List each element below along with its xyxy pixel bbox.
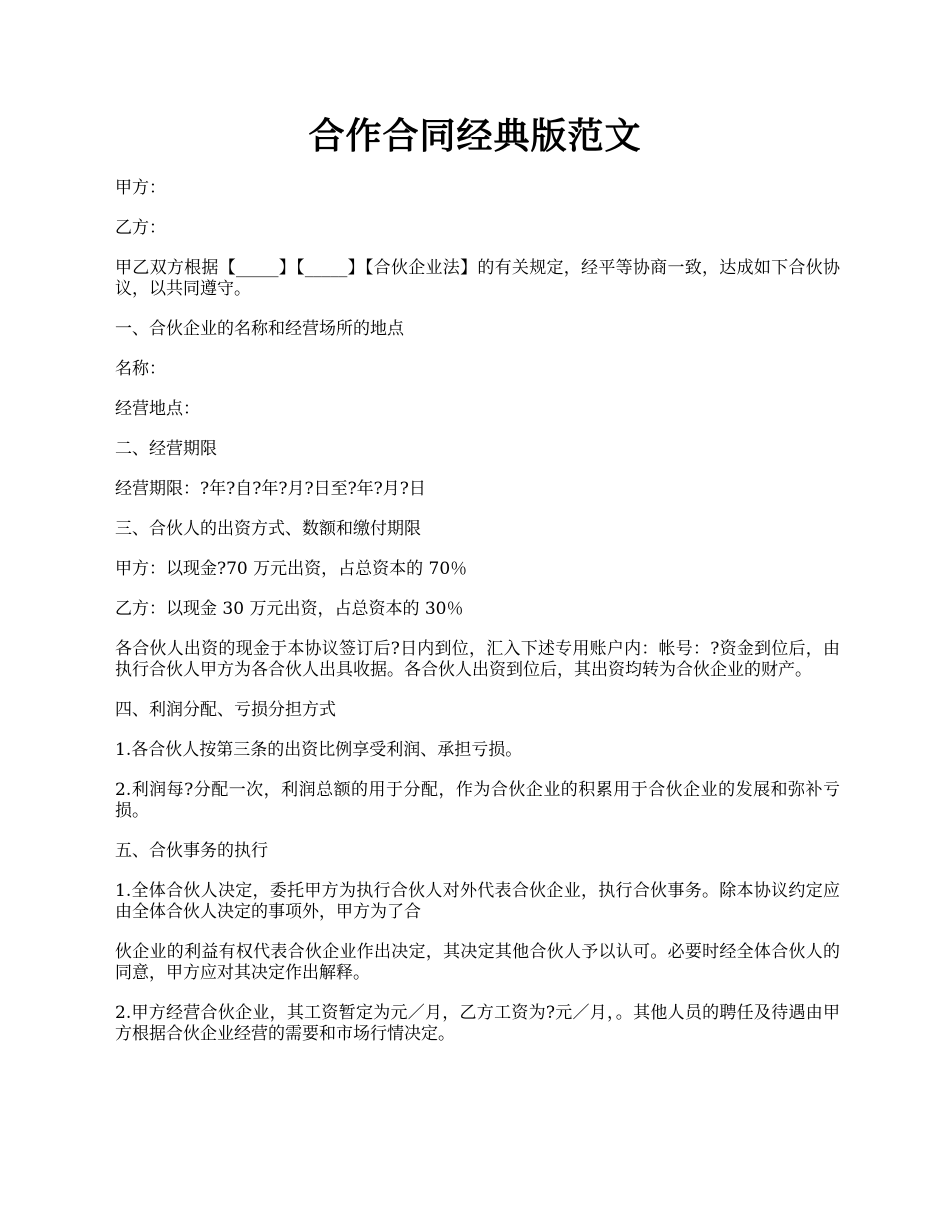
profit-clause-1: 1.各合伙人按第三条的出资比例享受利润、承担亏损。 [115, 740, 523, 760]
party-a-line: 甲方： [115, 178, 166, 198]
preamble-paragraph: 甲乙双方根据【_____】【_____】【合伙企业法】的有关规定，经平等协商一致，达成如下合伙协议，以共同遵守。 [115, 258, 840, 299]
execution-clause-1: 1.全体合伙人决定，委托甲方为执行合伙人对外代表合伙企业，执行合伙事务。除本协议约定应由全体合伙人决定的事项外，甲方为了合 [115, 881, 840, 922]
execution-clause-1-continued: 伙企业的利益有权代表合伙企业作出决定，其决定其他合伙人予以认可。必要时经全体合伙人的同意，甲方应对其决定作出解释。 [115, 942, 840, 983]
section-heading-3: 三、合伙人的出资方式、数额和缴付期限 [115, 519, 421, 539]
execution-clause-2: 2.甲方经营合伙企业，其工资暂定为元／月，乙方工资为?元／月，。其他人员的聘任及待遇由甲方根据合伙企业经营的需要和市场行情决定。 [115, 1003, 840, 1044]
profit-clause-2: 2.利润每?分配一次，利润总额的用于分配，作为合伙企业的积累用于合伙企业的发展和弥补亏损。 [115, 780, 840, 821]
section-heading-4: 四、利润分配、亏损分担方式 [115, 700, 336, 720]
section-heading-5: 五、合伙事务的执行 [115, 841, 268, 861]
party-b-contribution: 乙方：以现金 30 万元出资，占总资本的 30％ [115, 599, 464, 619]
party-b-line: 乙方： [115, 218, 166, 238]
party-a-contribution: 甲方：以现金?70 万元出资，占总资本的 70％ [115, 559, 468, 579]
name-line: 名称： [115, 359, 166, 379]
section-heading-2: 二、经营期限 [115, 439, 217, 459]
document-title: 合作合同经典版范文 [308, 115, 642, 157]
location-line: 经营地点： [115, 399, 200, 419]
term-line: 经营期限：?年?自?年?月?日至?年?月?日 [115, 479, 426, 499]
document-body [115, 178, 840, 1064]
section-heading-1: 一、合伙企业的名称和经营场所的地点 [115, 319, 404, 339]
contribution-paragraph: 各合伙人出资的现金于本协议签订后?日内到位，汇入下述专用账户内：帐号：?资金到位后，由执行合伙人甲方为各合伙人出具收据。各合伙人出资到位后，其出资均转为合伙企业的财产。 [115, 639, 840, 680]
